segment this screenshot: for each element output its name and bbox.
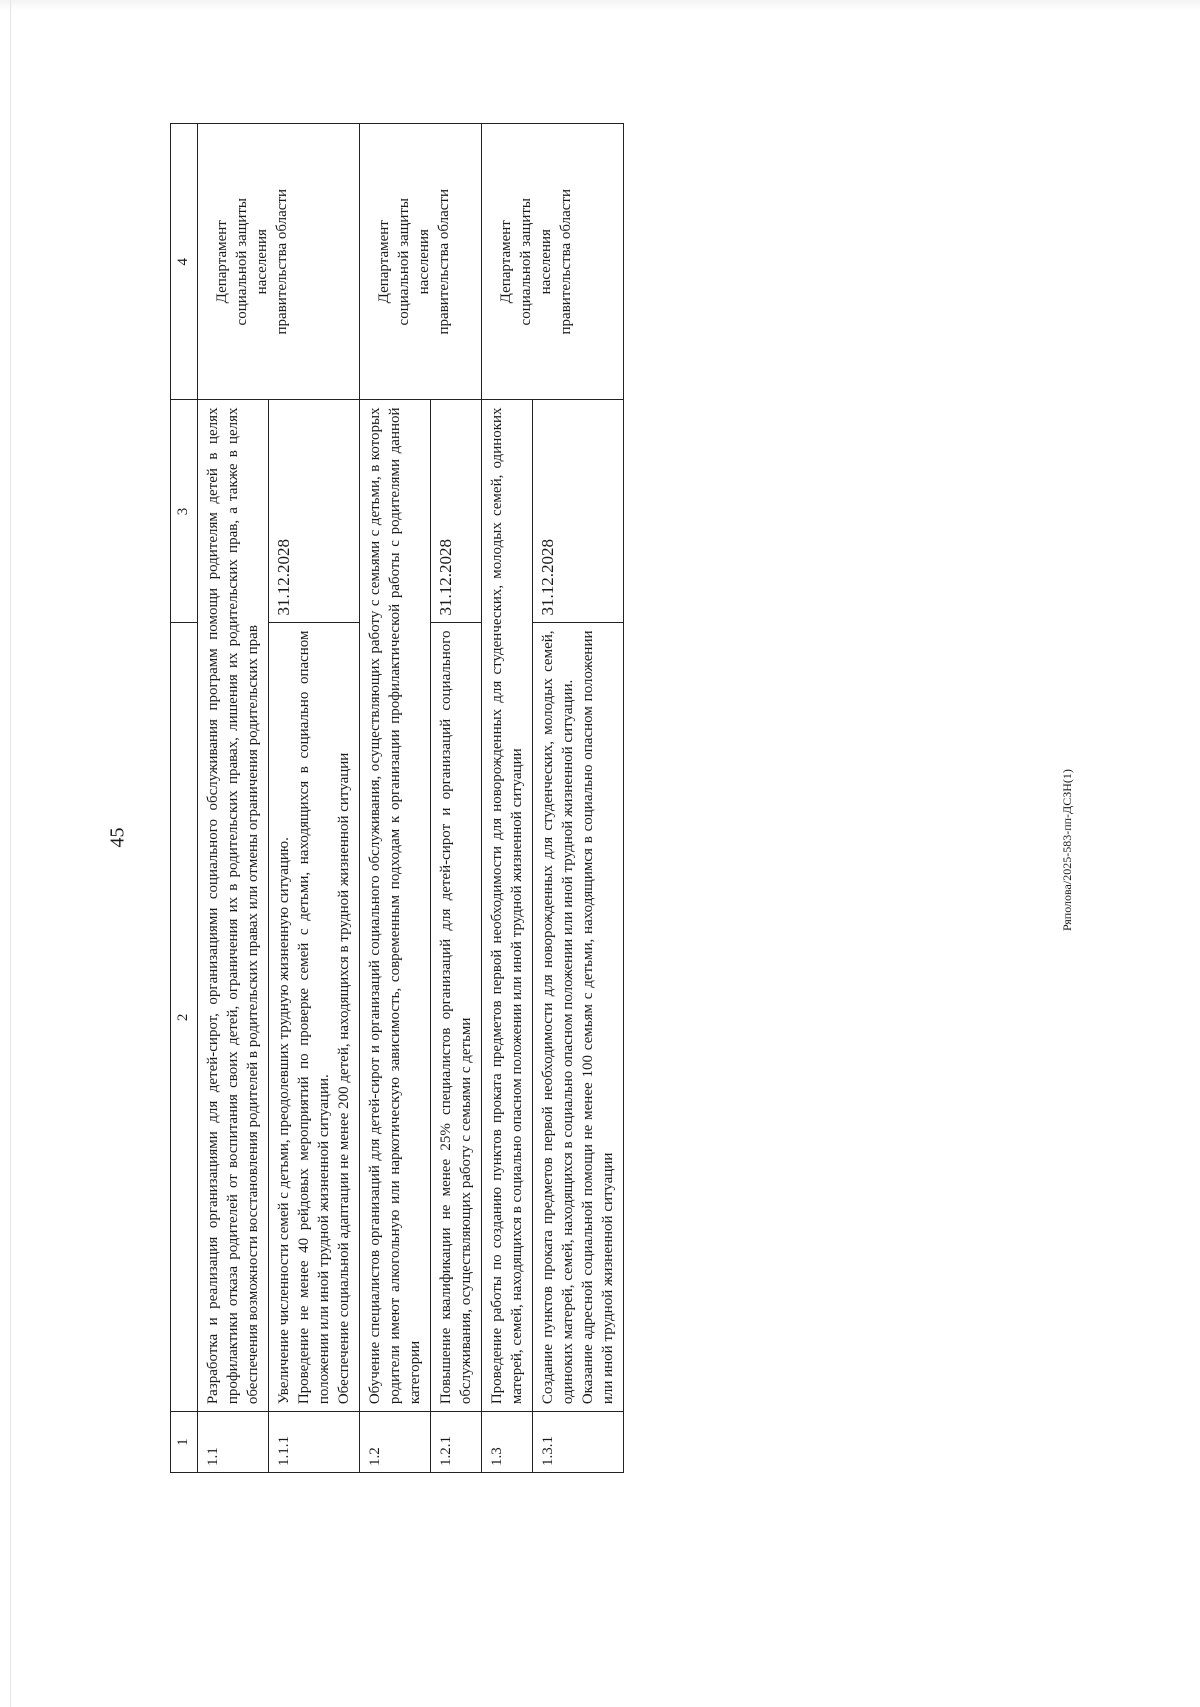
table-row bbox=[198, 124, 269, 1473]
measure-text: Разработка и реализация организациями для детей-сирот, организациями социального обслуживания программ помощи родителям детей в целях профилактики отказа родителей от воспитания своих детей, ограничения их в родительских правах, лишения их родительских прав, а также в целях обеспечения возможности восстановления родителей в родительских правах или отмены ограничения родительских прав bbox=[198, 400, 269, 1412]
result-text bbox=[533, 623, 624, 1412]
result-line: Оказание адресной социальной помощи не менее 100 семьям с детьми, находящимся в социально опасном положении или иной трудной жизненной ситуации bbox=[580, 630, 616, 1405]
table-row bbox=[482, 124, 533, 1473]
department-line: населения bbox=[416, 229, 432, 295]
header-col-3: 3 bbox=[171, 400, 198, 623]
department-line: Департамент bbox=[214, 220, 230, 304]
responsible-department bbox=[360, 124, 482, 400]
department-line: правительства области bbox=[558, 188, 574, 335]
row-number: 1.1.1 bbox=[269, 1412, 360, 1473]
department-line: социальной защиты bbox=[396, 198, 412, 326]
measure-text: Проведение работы по созданию пунктов проката предметов первой необходимости для новорожденных для студенческих, молодых семей, одиноких матерей, семей, находящихся в социально опасном положении или иной трудной жизненной ситуации bbox=[482, 400, 533, 1412]
department-line: социальной защиты bbox=[518, 198, 534, 326]
row-number: 1.3.1 bbox=[533, 1412, 624, 1473]
result-line: Проведение не менее 40 рейдовых мероприятий по проверке семей с детьми, находящихся в социально опасном положении или иной трудной жизненной ситуации. bbox=[296, 630, 332, 1405]
result-text bbox=[431, 623, 482, 1412]
row-number: 1.1 bbox=[198, 1412, 269, 1473]
responsible-department bbox=[198, 124, 360, 400]
row-number: 1.2 bbox=[360, 1412, 431, 1473]
department-line: Департамент bbox=[376, 220, 392, 304]
deadline-date: 31.12.2028 bbox=[431, 400, 482, 623]
measure-text: Обучение специалистов организаций для детей-сирот и организаций социального обслуживания, осуществляющих работу с семьями с детьми, в которых родители имеют алкогольную или наркотическую зависимость, современным подходам к организации профилактической работы с родителями данной категории bbox=[360, 400, 431, 1412]
page-number: 45 bbox=[106, 827, 129, 848]
table-header-row bbox=[171, 124, 198, 1473]
responsible-department bbox=[482, 124, 624, 400]
header-col-1: 1 bbox=[171, 1412, 198, 1473]
measures-table bbox=[170, 123, 624, 1473]
scan-edge-top bbox=[0, 0, 1200, 10]
result-line: Повышение квалификации не менее 25% специалистов организаций для детей-сирот и организаций социального обслуживания, осуществляющих работу с семьями с детьми bbox=[438, 630, 474, 1405]
header-col-2: 2 bbox=[171, 623, 198, 1412]
document-reference: Ряполова/2025-583-пп-ДСЗН(1) bbox=[1060, 769, 1074, 931]
scan-edge-left bbox=[10, 0, 11, 1707]
rotated-page-content bbox=[170, 123, 624, 1473]
department-line: Департамент bbox=[498, 220, 514, 304]
department-line: правительства области bbox=[436, 188, 452, 335]
result-text bbox=[269, 623, 360, 1412]
deadline-date: 31.12.2028 bbox=[533, 400, 624, 623]
department-line: населения bbox=[538, 229, 554, 295]
result-line: Обеспечение социальной адаптации не менее 200 детей, находящихся в трудной жизненной ситуации bbox=[336, 752, 352, 1405]
row-number: 1.2.1 bbox=[431, 1412, 482, 1473]
result-line: Увеличение численности семей с детьми, преодолевших трудную жизненную ситуацию. bbox=[276, 837, 292, 1405]
header-col-4: 4 bbox=[171, 124, 198, 400]
row-number: 1.3 bbox=[482, 1412, 533, 1473]
department-line: социальной защиты bbox=[234, 198, 250, 326]
department-line: населения bbox=[254, 229, 270, 295]
deadline-date: 31.12.2028 bbox=[269, 400, 360, 623]
result-line: Создание пунктов проката предметов первой необходимости для новорожденных для студенческих, молодых семей, одиноких матерей, семей, находящихся в социально опасном положении или иной трудной жизненной ситуации. bbox=[540, 630, 576, 1405]
table-row bbox=[360, 124, 431, 1473]
department-line: правительства области bbox=[274, 188, 290, 335]
